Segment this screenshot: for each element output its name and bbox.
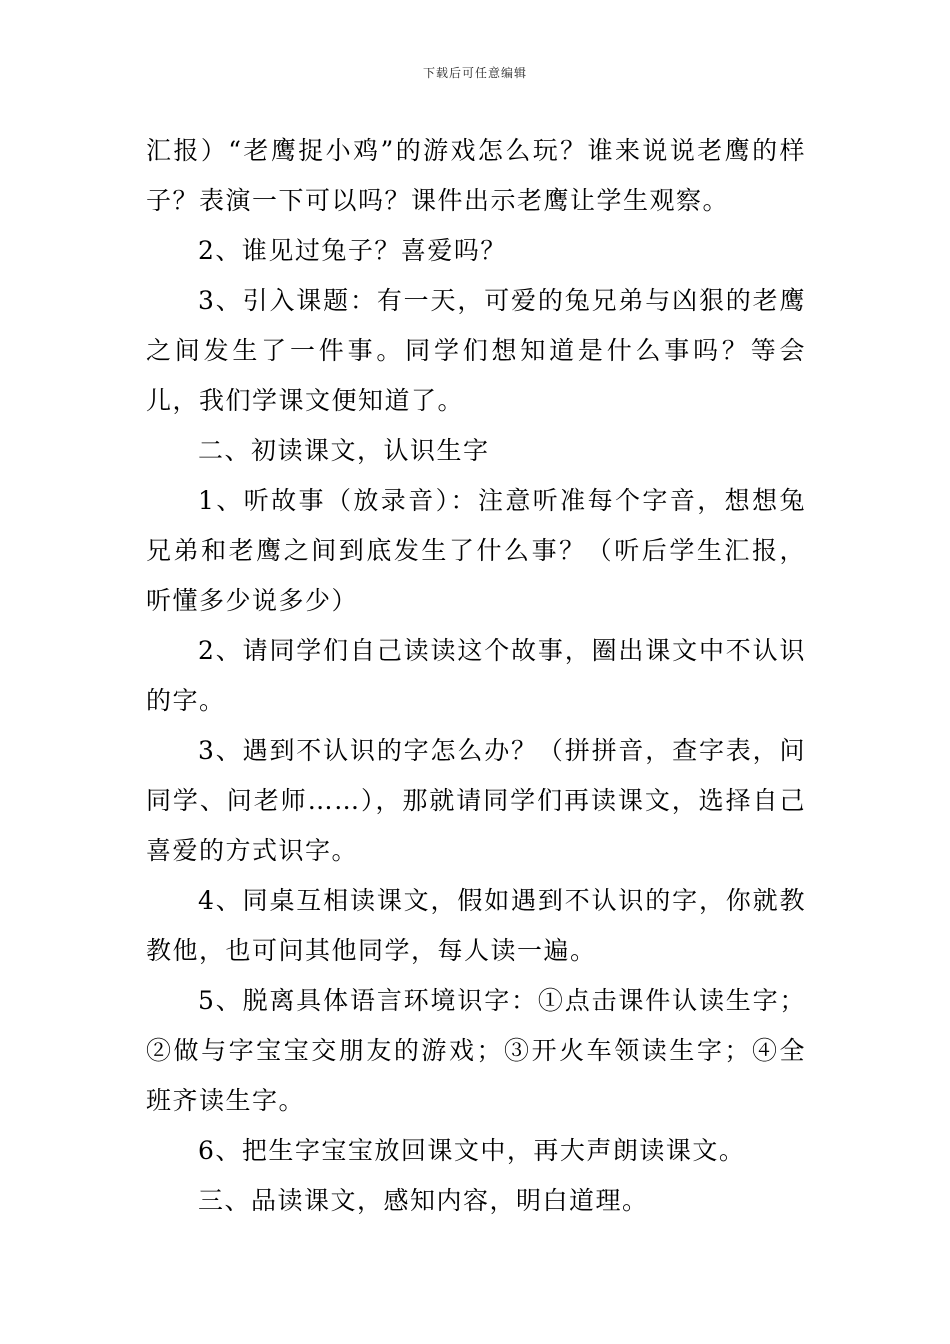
paragraph-self-read: 2、请同学们自己读读这个故事，圈出课文中不认识的字。 (146, 636, 806, 715)
paragraph-peer-read: 4、同桌互相读课文，假如遇到不认识的字，你就教教他，也可问其他同学，每人读一遍。 (146, 886, 806, 965)
paragraph-read-aloud: 6、把生字宝宝放回课文中，再大声朗读课文。 (198, 1136, 746, 1165)
section-heading-first-reading: 二、初读课文，认识生字 (198, 436, 490, 465)
page-header: 下载后可任意编辑 (422, 66, 527, 80)
paragraph-unknown-words: 3、遇到不认识的字怎么办？（拼拼音，查字表，问同学、问老师……），那就请同学们再读课文，选择自己喜爱的方式识字。 (146, 736, 806, 865)
paragraph-listen-story: 1、听故事（放录音）：注意听准每个字音，想想兔兄弟和老鹰之间到底发生了什么事？（听后学生汇报，听懂多少说多少） (146, 486, 806, 615)
paragraph-report: 汇报）“老鹰捉小鸡”的游戏怎么玩？谁来说说老鹰的样子？表演一下可以吗？课件出示老鹰让学生观察。 (146, 136, 806, 215)
paragraph-word-recognition: 5、脱离具体语言环境识字：①点击课件认读生字；②做与字宝宝交朋友的游戏；③开火车领读生字；④全班齐读生字。 (146, 986, 806, 1115)
paragraph-step-3-intro: 3、引入课题：有一天，可爱的兔兄弟与凶狠的老鹰之间发生了一件事。同学们想知道是什么事吗？等会儿，我们学课文便知道了。 (146, 286, 806, 415)
section-heading-close-reading: 三、品读课文，感知内容，明白道理。 (198, 1186, 649, 1215)
document-body (146, 126, 806, 1226)
paragraph-step-2-rabbit: 2、谁见过兔子？喜爱吗？ (198, 236, 507, 265)
